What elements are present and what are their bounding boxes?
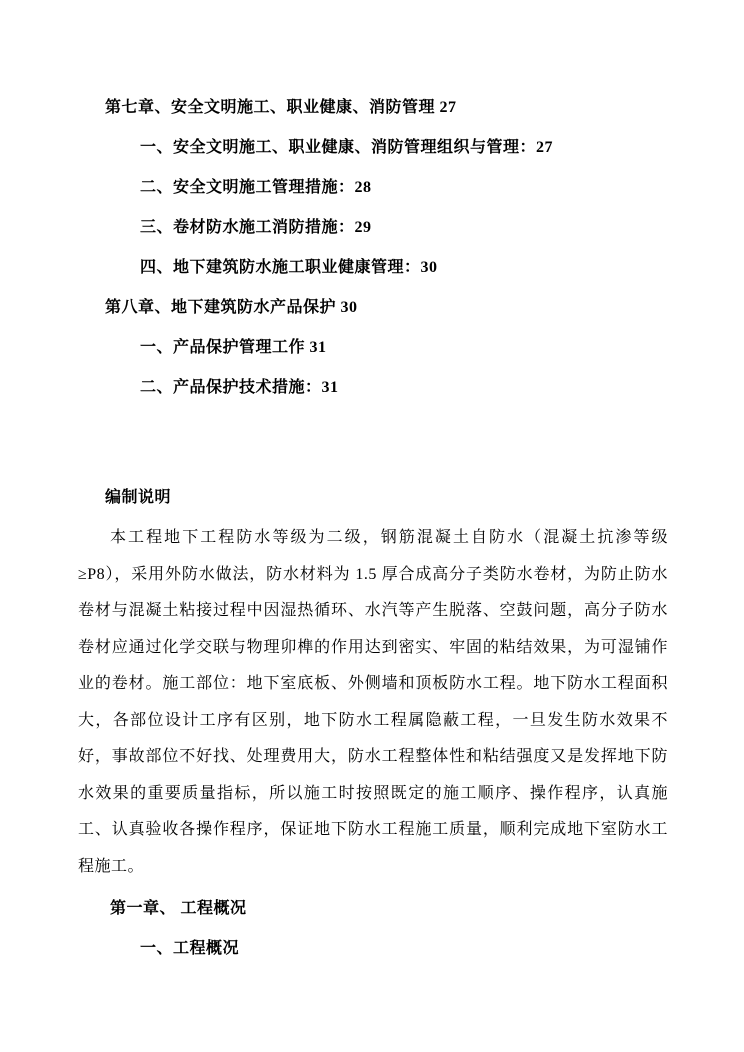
toc-item: 三、卷材防水施工消防措施：29 (140, 219, 372, 236)
chapter-one-heading: 第一章、 工程概况 (110, 900, 247, 917)
toc-item: 四、地下建筑防水施工职业健康管理：30 (140, 259, 438, 276)
compilation-note-paragraph: 本工程地下工程防水等级为二级，钢筋混凝土自防水（混凝土抗渗等级≥P8），采用外防水做法，防水材料为 1.5 厚合成高分子类防水卷材，为防止防水卷材与混凝土粘接过程中因湿热循环、水汽等产生脱落、空鼓问题，高分子防水卷材应通过化学交联与物理卯榫的作用达到密实、牢固的粘结效果，为可湿铺作业的卷材。施工部位：地下室底板、外侧墙和顶板防水工程。地下防水工程面积大，各部位设计工序有区别，地下防水工程属隐蔽工程，一旦发生防水效果不好，事故部位不好找、处理费用大，防水工程整体性和粘结强度又是发挥地下防水效果的重要质量指标，所以施工时按照既定的施工顺序、操作程序，认真施工、认真验收各操作程序，保证地下防水工程施工质量，顺利完成地下室防水工程施工。 (78, 529, 668, 875)
toc-item: 二、安全文明施工管理措施：28 (140, 179, 372, 196)
chapter-one-subheading: 一、工程概况 (140, 940, 240, 957)
toc-item: 一、安全文明施工、职业健康、消防管理组织与管理：27 (140, 139, 554, 156)
toc-item: 第七章、安全文明施工、职业健康、消防管理 27 (105, 99, 457, 116)
toc-item: 第八章、地下建筑防水产品保护 30 (105, 299, 358, 316)
table-of-contents (78, 88, 668, 408)
compilation-note-heading: 编制说明 (105, 489, 172, 506)
toc-item: 二、产品保护技术措施：31 (140, 379, 339, 396)
toc-item: 一、产品保护管理工作 31 (140, 339, 327, 356)
